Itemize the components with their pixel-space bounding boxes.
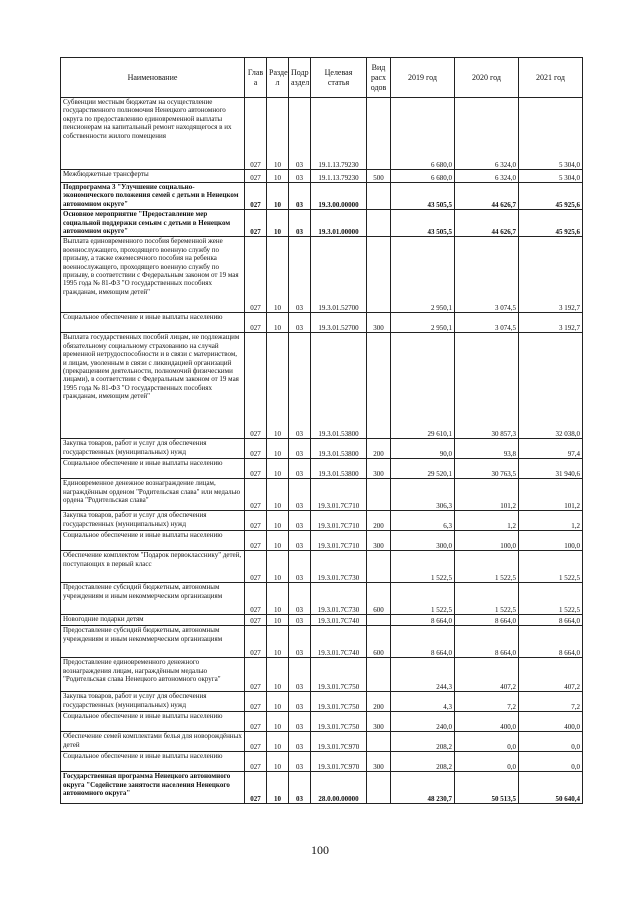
cell-podrazdel: 03 bbox=[289, 170, 311, 183]
cell-podrazdel: 03 bbox=[289, 237, 311, 313]
cell-name: Закупка товаров, работ и услуг для обеспечения государственных (муниципальных) нужд bbox=[61, 439, 245, 459]
cell-vid bbox=[367, 237, 391, 313]
table-row bbox=[61, 692, 583, 712]
cell-glava: 027 bbox=[245, 712, 267, 732]
cell-podrazdel: 03 bbox=[289, 772, 311, 804]
cell-glava: 027 bbox=[245, 626, 267, 658]
cell-name: Основное мероприятие "Предоставление мер социальной поддержки семьям с детьми в Ненецком автономном округе" bbox=[61, 210, 245, 237]
cell-podrazdel: 03 bbox=[289, 439, 311, 459]
cell-target: 19.3.00.00000 bbox=[311, 183, 367, 210]
cell-razdel: 10 bbox=[267, 732, 289, 752]
cell-target: 19.1.13.79230 bbox=[311, 98, 367, 170]
table-row bbox=[61, 170, 583, 183]
cell-y2021: 45 925,6 bbox=[519, 183, 583, 210]
cell-vid bbox=[367, 479, 391, 511]
cell-vid bbox=[367, 658, 391, 692]
cell-glava: 027 bbox=[245, 439, 267, 459]
cell-y2021: 3 192,7 bbox=[519, 313, 583, 333]
cell-glava: 027 bbox=[245, 732, 267, 752]
cell-y2020: 6 324,0 bbox=[455, 98, 519, 170]
cell-podrazdel: 03 bbox=[289, 313, 311, 333]
cell-podrazdel: 03 bbox=[289, 658, 311, 692]
cell-target: 19.3.01.7С970 bbox=[311, 732, 367, 752]
cell-razdel: 10 bbox=[267, 439, 289, 459]
header-2021: 2021 год bbox=[519, 58, 583, 98]
cell-y2020: 44 626,7 bbox=[455, 183, 519, 210]
cell-y2021: 0,0 bbox=[519, 752, 583, 772]
cell-name: Социальное обеспечение и иные выплаты населению bbox=[61, 752, 245, 772]
cell-name: Выплата государственных пособий лицам, не подлежащим обязательному социальному страхованию на случай временной нетрудоспособности и в связи с материнством, и лицам, уволенным в связи с ликвидацией организаций (прекращением деятельности, полномочий физическими лицами), в соответствии с Федеральным законом от 19 мая 1995 года № 81-ФЗ "О государственных пособиях гражданам, имеющим детей" bbox=[61, 333, 245, 439]
cell-y2019: 208,2 bbox=[391, 732, 455, 752]
cell-podrazdel: 03 bbox=[289, 479, 311, 511]
cell-y2020: 30 763,5 bbox=[455, 459, 519, 479]
table-header-row bbox=[61, 58, 583, 98]
cell-podrazdel: 03 bbox=[289, 210, 311, 237]
cell-razdel: 10 bbox=[267, 752, 289, 772]
table-row bbox=[61, 712, 583, 732]
cell-name: Субвенции местным бюджетам на осуществление государственного полномочия Ненецкого автономного округа по предоставлению единовременной выплаты пенсионерам на капитальный ремонт находящегося в их собственности жилого помещения bbox=[61, 98, 245, 170]
cell-name: Социальное обеспечение и иные выплаты населению bbox=[61, 712, 245, 732]
cell-y2020: 101,2 bbox=[455, 479, 519, 511]
table-row bbox=[61, 615, 583, 626]
cell-target: 19.3.01.7С730 bbox=[311, 551, 367, 583]
cell-y2021: 0,0 bbox=[519, 732, 583, 752]
cell-y2019: 244,3 bbox=[391, 658, 455, 692]
cell-podrazdel: 03 bbox=[289, 583, 311, 615]
cell-name: Социальное обеспечение и иные выплаты населению bbox=[61, 459, 245, 479]
table-row bbox=[61, 732, 583, 752]
cell-vid bbox=[367, 210, 391, 237]
cell-razdel: 10 bbox=[267, 511, 289, 531]
cell-y2021: 400,0 bbox=[519, 712, 583, 732]
cell-podrazdel: 03 bbox=[289, 183, 311, 210]
cell-name: Обеспечение комплектом "Подарок первокласснику" детей, поступающих в первый класс bbox=[61, 551, 245, 583]
cell-podrazdel: 03 bbox=[289, 712, 311, 732]
cell-y2021: 1 522,5 bbox=[519, 551, 583, 583]
table-row bbox=[61, 439, 583, 459]
budget-table bbox=[60, 57, 583, 804]
cell-y2019: 208,2 bbox=[391, 752, 455, 772]
cell-target: 19.3.01.7С730 bbox=[311, 583, 367, 615]
table-row bbox=[61, 752, 583, 772]
cell-target: 19.3.01.7С750 bbox=[311, 658, 367, 692]
header-name: Наименование bbox=[61, 58, 245, 98]
cell-glava: 027 bbox=[245, 237, 267, 313]
cell-target: 19.3.01.7С750 bbox=[311, 712, 367, 732]
cell-y2019: 43 505,5 bbox=[391, 210, 455, 237]
cell-y2019: 29 610,1 bbox=[391, 333, 455, 439]
cell-vid: 200 bbox=[367, 511, 391, 531]
cell-y2020: 3 074,5 bbox=[455, 313, 519, 333]
table-row bbox=[61, 459, 583, 479]
cell-y2019: 1 522,5 bbox=[391, 551, 455, 583]
cell-y2020: 30 857,3 bbox=[455, 333, 519, 439]
cell-razdel: 10 bbox=[267, 615, 289, 626]
cell-y2020: 1 522,5 bbox=[455, 583, 519, 615]
cell-glava: 027 bbox=[245, 692, 267, 712]
cell-y2019: 2 950,1 bbox=[391, 237, 455, 313]
cell-target: 19.3.01.7С970 bbox=[311, 752, 367, 772]
cell-target: 28.0.00.00000 bbox=[311, 772, 367, 804]
cell-y2020: 8 664,0 bbox=[455, 626, 519, 658]
cell-name: Межбюджетные трансферты bbox=[61, 170, 245, 183]
cell-glava: 027 bbox=[245, 615, 267, 626]
cell-y2020: 1,2 bbox=[455, 511, 519, 531]
cell-target: 19.3.01.53800 bbox=[311, 459, 367, 479]
cell-y2020: 0,0 bbox=[455, 732, 519, 752]
cell-glava: 027 bbox=[245, 583, 267, 615]
table-row bbox=[61, 98, 583, 170]
cell-name: Предоставление единовременного денежного вознаграждения лицам, награждённым медалью "Родительская слава Ненецкого автономного округа" bbox=[61, 658, 245, 692]
cell-vid bbox=[367, 333, 391, 439]
cell-podrazdel: 03 bbox=[289, 511, 311, 531]
cell-target: 19.3.01.7С750 bbox=[311, 692, 367, 712]
cell-y2019: 6 680,0 bbox=[391, 170, 455, 183]
cell-vid bbox=[367, 772, 391, 804]
cell-glava: 027 bbox=[245, 333, 267, 439]
cell-podrazdel: 03 bbox=[289, 692, 311, 712]
cell-y2019: 6 680,0 bbox=[391, 98, 455, 170]
cell-razdel: 10 bbox=[267, 772, 289, 804]
cell-razdel: 10 bbox=[267, 210, 289, 237]
cell-glava: 027 bbox=[245, 98, 267, 170]
cell-name: Новогодние подарки детям bbox=[61, 615, 245, 626]
cell-y2020: 7,2 bbox=[455, 692, 519, 712]
cell-razdel: 10 bbox=[267, 170, 289, 183]
cell-vid bbox=[367, 183, 391, 210]
cell-vid bbox=[367, 615, 391, 626]
cell-razdel: 10 bbox=[267, 183, 289, 210]
cell-vid bbox=[367, 98, 391, 170]
header-glava: Глав а bbox=[245, 58, 267, 98]
cell-y2019: 8 664,0 bbox=[391, 615, 455, 626]
cell-y2020: 0,0 bbox=[455, 752, 519, 772]
cell-razdel: 10 bbox=[267, 658, 289, 692]
table-row bbox=[61, 479, 583, 511]
cell-target: 19.3.01.7С710 bbox=[311, 479, 367, 511]
cell-podrazdel: 03 bbox=[289, 459, 311, 479]
cell-vid: 600 bbox=[367, 626, 391, 658]
cell-razdel: 10 bbox=[267, 479, 289, 511]
cell-target: 19.3.01.52700 bbox=[311, 313, 367, 333]
cell-y2020: 93,8 bbox=[455, 439, 519, 459]
cell-y2021: 3 192,7 bbox=[519, 237, 583, 313]
cell-razdel: 10 bbox=[267, 459, 289, 479]
table-row bbox=[61, 183, 583, 210]
cell-y2020: 8 664,0 bbox=[455, 615, 519, 626]
cell-target: 19.3.01.7С740 bbox=[311, 615, 367, 626]
cell-y2021: 1,2 bbox=[519, 511, 583, 531]
cell-glava: 027 bbox=[245, 183, 267, 210]
cell-razdel: 10 bbox=[267, 551, 289, 583]
cell-y2020: 3 074,5 bbox=[455, 237, 519, 313]
cell-glava: 027 bbox=[245, 772, 267, 804]
cell-target: 19.1.13.79230 bbox=[311, 170, 367, 183]
cell-glava: 027 bbox=[245, 531, 267, 551]
cell-y2020: 44 626,7 bbox=[455, 210, 519, 237]
cell-target: 19.3.01.7С710 bbox=[311, 511, 367, 531]
cell-y2021: 31 940,6 bbox=[519, 459, 583, 479]
cell-podrazdel: 03 bbox=[289, 531, 311, 551]
cell-y2021: 50 640,4 bbox=[519, 772, 583, 804]
cell-vid: 300 bbox=[367, 752, 391, 772]
table-row bbox=[61, 210, 583, 237]
cell-y2020: 1 522,5 bbox=[455, 551, 519, 583]
cell-vid: 500 bbox=[367, 170, 391, 183]
cell-y2021: 8 664,0 bbox=[519, 626, 583, 658]
cell-podrazdel: 03 bbox=[289, 333, 311, 439]
cell-name: Закупка товаров, работ и услуг для обеспечения государственных (муниципальных) нужд bbox=[61, 511, 245, 531]
table-row bbox=[61, 658, 583, 692]
cell-razdel: 10 bbox=[267, 237, 289, 313]
cell-y2021: 5 304,0 bbox=[519, 170, 583, 183]
cell-vid: 200 bbox=[367, 692, 391, 712]
cell-name: Государственная программа Ненецкого автономного округа "Содействие занятости населения Ненецкого автономного округа" bbox=[61, 772, 245, 804]
cell-y2019: 2 950,1 bbox=[391, 313, 455, 333]
table-row bbox=[61, 531, 583, 551]
cell-y2020: 100,0 bbox=[455, 531, 519, 551]
cell-podrazdel: 03 bbox=[289, 615, 311, 626]
cell-glava: 027 bbox=[245, 511, 267, 531]
cell-y2021: 5 304,0 bbox=[519, 98, 583, 170]
page-number: 100 bbox=[311, 843, 329, 857]
cell-y2019: 306,3 bbox=[391, 479, 455, 511]
cell-y2021: 407,2 bbox=[519, 658, 583, 692]
cell-podrazdel: 03 bbox=[289, 732, 311, 752]
cell-y2020: 407,2 bbox=[455, 658, 519, 692]
cell-podrazdel: 03 bbox=[289, 551, 311, 583]
cell-target: 19.3.01.7С710 bbox=[311, 531, 367, 551]
cell-y2021: 101,2 bbox=[519, 479, 583, 511]
cell-target: 19.3.01.53800 bbox=[311, 439, 367, 459]
cell-name: Закупка товаров, работ и услуг для обеспечения государственных (муниципальных) нужд bbox=[61, 692, 245, 712]
cell-y2020: 6 324,0 bbox=[455, 170, 519, 183]
cell-glava: 027 bbox=[245, 752, 267, 772]
cell-y2021: 7,2 bbox=[519, 692, 583, 712]
cell-razdel: 10 bbox=[267, 313, 289, 333]
cell-y2021: 32 038,0 bbox=[519, 333, 583, 439]
header-vid: Вид расх одов bbox=[367, 58, 391, 98]
cell-razdel: 10 bbox=[267, 531, 289, 551]
cell-razdel: 10 bbox=[267, 98, 289, 170]
cell-target: 19.3.01.52700 bbox=[311, 237, 367, 313]
budget-table-sheet bbox=[60, 57, 582, 804]
cell-vid bbox=[367, 551, 391, 583]
cell-razdel: 10 bbox=[267, 626, 289, 658]
cell-vid: 600 bbox=[367, 583, 391, 615]
cell-target: 19.3.01.7С740 bbox=[311, 626, 367, 658]
cell-glava: 027 bbox=[245, 313, 267, 333]
cell-y2019: 8 664,0 bbox=[391, 626, 455, 658]
cell-y2021: 45 925,6 bbox=[519, 210, 583, 237]
cell-glava: 027 bbox=[245, 479, 267, 511]
cell-y2019: 90,0 bbox=[391, 439, 455, 459]
table-row bbox=[61, 237, 583, 313]
table-row bbox=[61, 313, 583, 333]
cell-y2021: 100,0 bbox=[519, 531, 583, 551]
cell-name: Предоставление субсидий бюджетным, автономным учреждениям и иным некоммерческим организациям bbox=[61, 626, 245, 658]
cell-podrazdel: 03 bbox=[289, 626, 311, 658]
cell-vid: 300 bbox=[367, 459, 391, 479]
table-row bbox=[61, 626, 583, 658]
header-2019: 2019 год bbox=[391, 58, 455, 98]
header-podrazdel: Подр аздел bbox=[289, 58, 311, 98]
table-row bbox=[61, 333, 583, 439]
cell-vid: 200 bbox=[367, 439, 391, 459]
cell-target: 19.3.01.53800 bbox=[311, 333, 367, 439]
cell-name: Подпрограмма 3 "Улучшение социально-экономического положения семей с детьми в Ненецком автономном округе" bbox=[61, 183, 245, 210]
cell-razdel: 10 bbox=[267, 712, 289, 732]
cell-razdel: 10 bbox=[267, 333, 289, 439]
cell-y2021: 8 664,0 bbox=[519, 615, 583, 626]
cell-glava: 027 bbox=[245, 551, 267, 583]
cell-target: 19.3.01.00000 bbox=[311, 210, 367, 237]
cell-vid: 300 bbox=[367, 712, 391, 732]
header-target: Целевая статья bbox=[311, 58, 367, 98]
cell-name: Выплата единовременного пособия беременной жене военнослужащего, проходящего военную службу по призыву, а также ежемесячного пособия на ребенка военнослужащего, проходящего военную службу по призыву, в соответствии с Федеральным законом от 19 мая 1995 года № 81-ФЗ "О государственных пособиях гражданам, имеющим детей" bbox=[61, 237, 245, 313]
cell-name: Предоставление субсидий бюджетным, автономным учреждениям и иным некоммерческим организациям bbox=[61, 583, 245, 615]
cell-y2020: 400,0 bbox=[455, 712, 519, 732]
cell-y2019: 1 522,5 bbox=[391, 583, 455, 615]
cell-name: Единовременное денежное вознаграждение лицам, награждённым орденом "Родительская слава" или медалью ордена "Родительская слава" bbox=[61, 479, 245, 511]
cell-podrazdel: 03 bbox=[289, 98, 311, 170]
cell-y2019: 300,0 bbox=[391, 531, 455, 551]
cell-name: Обеспечение семей комплектами белья для новорождённых детей bbox=[61, 732, 245, 752]
cell-name: Социальное обеспечение и иные выплаты населению bbox=[61, 531, 245, 551]
cell-razdel: 10 bbox=[267, 583, 289, 615]
table-row bbox=[61, 772, 583, 804]
cell-y2019: 48 230,7 bbox=[391, 772, 455, 804]
table-row bbox=[61, 583, 583, 615]
cell-vid bbox=[367, 732, 391, 752]
cell-podrazdel: 03 bbox=[289, 752, 311, 772]
table-row bbox=[61, 511, 583, 531]
cell-y2021: 1 522,5 bbox=[519, 583, 583, 615]
cell-y2019: 6,3 bbox=[391, 511, 455, 531]
table-row bbox=[61, 551, 583, 583]
cell-y2020: 50 513,5 bbox=[455, 772, 519, 804]
cell-glava: 027 bbox=[245, 658, 267, 692]
cell-glava: 027 bbox=[245, 210, 267, 237]
cell-y2019: 240,0 bbox=[391, 712, 455, 732]
cell-glava: 027 bbox=[245, 459, 267, 479]
cell-razdel: 10 bbox=[267, 692, 289, 712]
header-razdel: Разде л bbox=[267, 58, 289, 98]
header-2020: 2020 год bbox=[455, 58, 519, 98]
cell-y2021: 97,4 bbox=[519, 439, 583, 459]
cell-y2019: 4,3 bbox=[391, 692, 455, 712]
cell-y2019: 43 505,5 bbox=[391, 183, 455, 210]
cell-vid: 300 bbox=[367, 531, 391, 551]
cell-vid: 300 bbox=[367, 313, 391, 333]
cell-y2019: 29 520,1 bbox=[391, 459, 455, 479]
cell-glava: 027 bbox=[245, 170, 267, 183]
cell-name: Социальное обеспечение и иные выплаты населению bbox=[61, 313, 245, 333]
